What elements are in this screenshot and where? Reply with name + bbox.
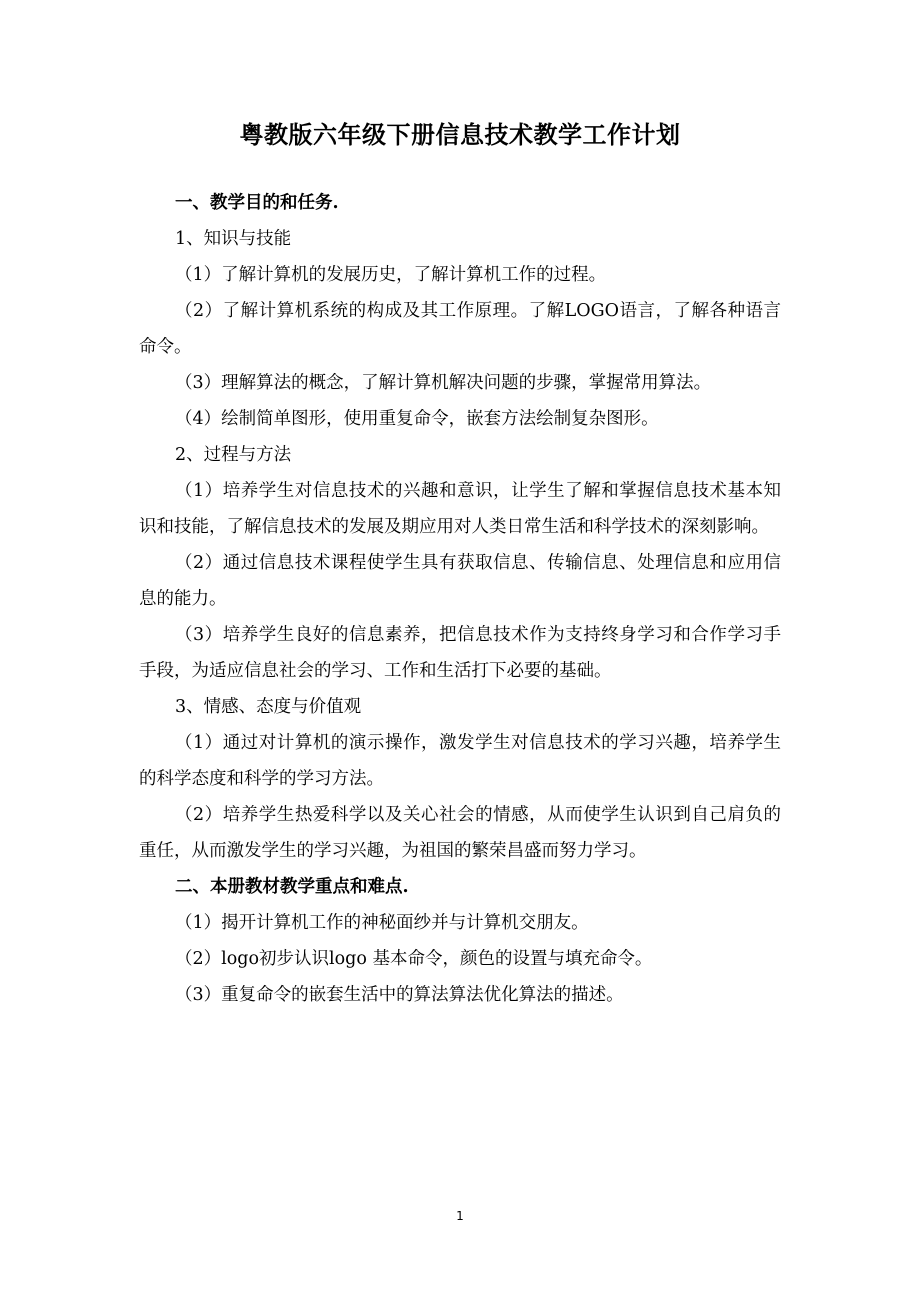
paragraph: （4）绘制简单图形，使用重复命令，嵌套方法绘制复杂图形。 — [175, 409, 659, 429]
document-body — [139, 185, 781, 1013]
subsection-heading-attitude: 3、情感、态度与价值观 — [175, 697, 362, 717]
paragraph: （3）培养学生良好的信息素养，把信息技术作为支持终身学习和合作学习手手段，为适应信息社会的学习、工作和生活打下必要的基础。 — [139, 625, 781, 681]
paragraph: （3）重复命令的嵌套生活中的算法算法优化算法的描述。 — [175, 985, 624, 1005]
paragraph: （2）logo初步认识logo 基本命令，颜色的设置与填充命令。 — [175, 949, 653, 969]
page-number: 1 — [456, 1209, 464, 1223]
paragraph: （2）了解计算机系统的构成及其工作原理。了解LOGO语言，了解各种语言命令。 — [139, 301, 781, 357]
subsection-heading-knowledge: 1、知识与技能 — [175, 229, 292, 249]
paragraph: （1）通过对计算机的演示操作，激发学生对信息技术的学习兴趣，培养学生的科学态度和科学的学习方法。 — [139, 733, 781, 789]
paragraph: （2）通过信息技术课程使学生具有获取信息、传输信息、处理信息和应用信息的能力。 — [139, 553, 781, 609]
paragraph: （1）了解计算机的发展历史，了解计算机工作的过程。 — [175, 265, 607, 285]
paragraph: （1）揭开计算机工作的神秘面纱并与计算机交朋友。 — [175, 913, 589, 933]
paragraph: （1）培养学生对信息技术的兴趣和意识，让学生了解和掌握信息技术基本知识和技能，了解信息技术的发展及期应用对人类日常生活和科学技术的深刻影响。 — [139, 481, 781, 537]
subsection-heading-process: 2、过程与方法 — [175, 445, 292, 465]
paragraph: （3）理解算法的概念，了解计算机解决问题的步骤，掌握常用算法。 — [175, 373, 712, 393]
paragraph: （2）培养学生热爱科学以及关心社会的情感，从而使学生认识到自己肩负的重任，从而激发学生的学习兴趣，为祖国的繁荣昌盛而努力学习。 — [139, 805, 781, 861]
section-heading-1: 一、教学目的和任务. — [175, 193, 339, 213]
document-title: 粤教版六年级下册信息技术教学工作计划 — [239, 120, 681, 149]
section-heading-2: 二、本册教材教学重点和难点. — [175, 877, 409, 897]
